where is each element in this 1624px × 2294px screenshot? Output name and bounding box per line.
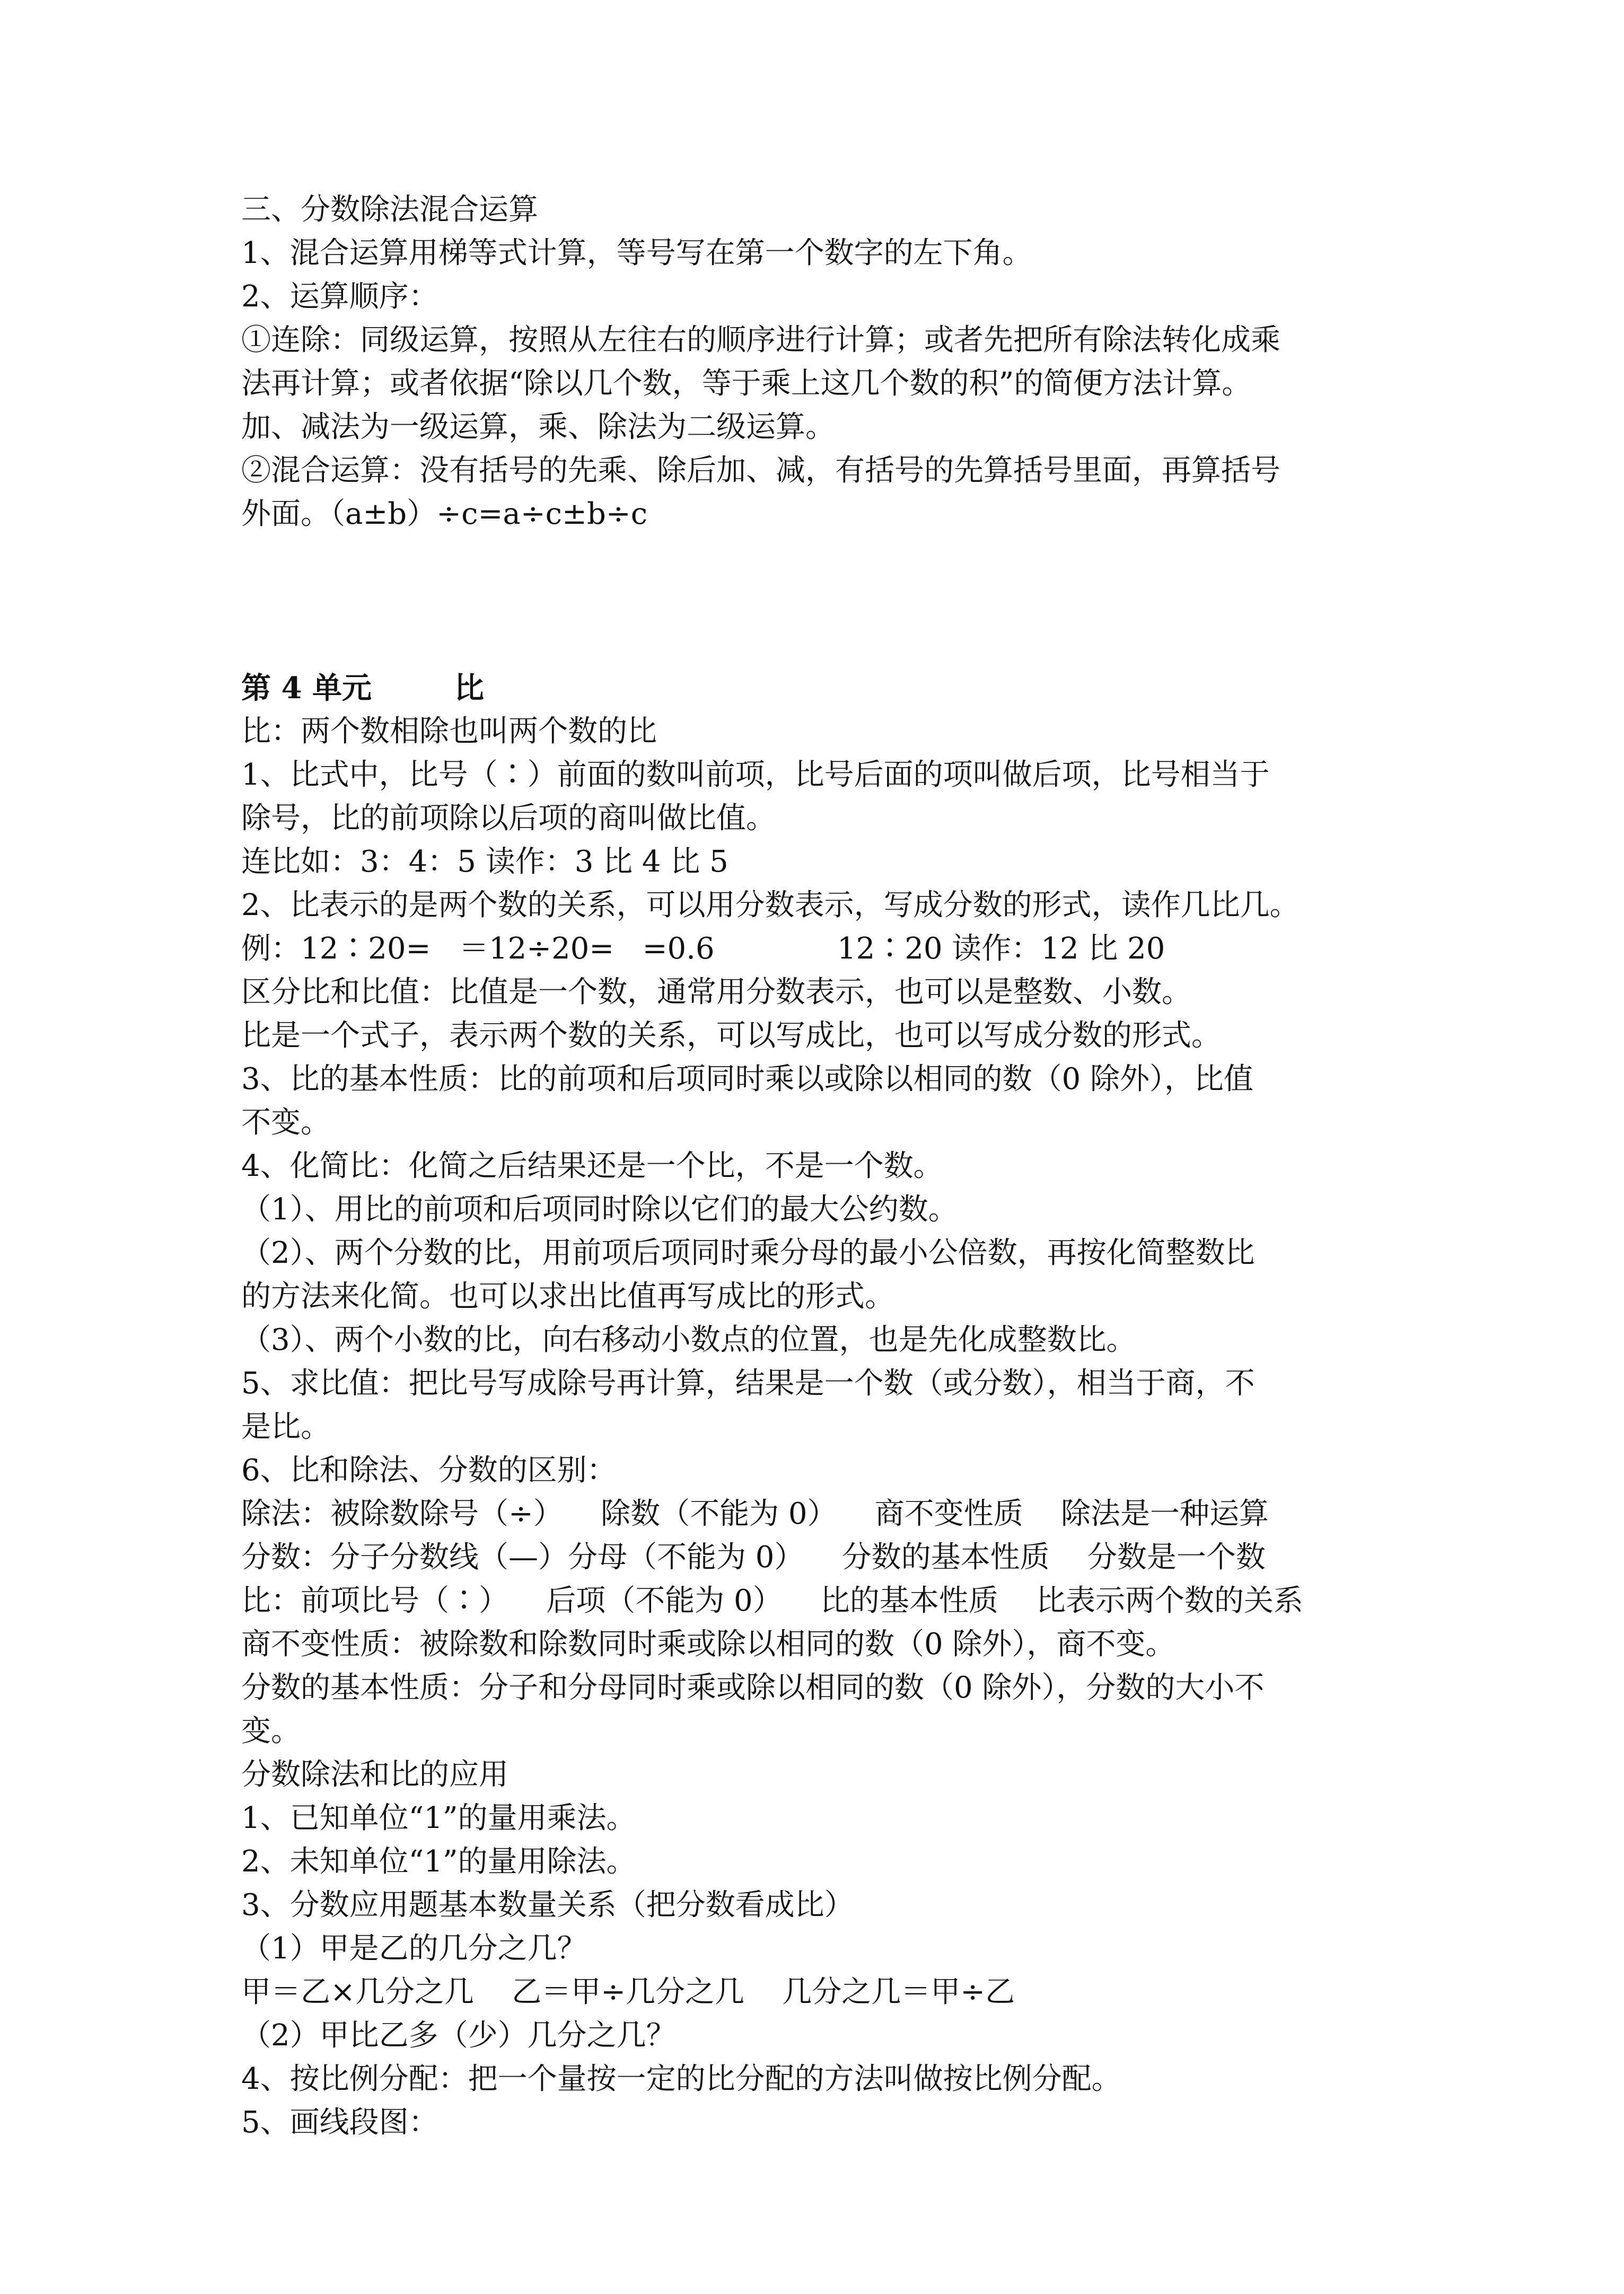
paragraph: 比：前项比号（∶） 后项（不能为 0） 比的基本性质 比表示两个数的关系 — [241, 1584, 1304, 1618]
paragraph: 2、比表示的是两个数的关系，可以用分数表示，写成分数的形式，读作几比几。 — [241, 888, 1300, 922]
paragraph: （2）甲比乙多（少）几分之几？ — [241, 2018, 676, 2053]
paragraph: 1、比式中，比号（∶）前面的数叫前项，比号后面的项叫做后项，比号相当于 — [241, 758, 1270, 792]
paragraph: 变。 — [241, 1714, 301, 1748]
paragraph: 1、已知单位“1”的量用乘法。 — [241, 1801, 636, 1835]
paragraph: （1）甲是乙的几分之几？ — [241, 1931, 587, 1966]
paragraph: 是比。 — [241, 1410, 330, 1444]
paragraph: 比：两个数相除也叫两个数的比 — [241, 714, 657, 749]
paragraph: 例：12∶20= ＝12÷20= =0.6 12∶20 读作：12 比 20 — [241, 931, 1165, 966]
paragraph: ②混合运算：没有括号的先乘、除后加、减，有括号的先算括号里面，再算括号 — [241, 453, 1280, 488]
paragraph: 商不变性质：被除数和除数同时乘或除以相同的数（0 除外），商不变。 — [241, 1627, 1175, 1662]
paragraph: 6、比和除法、分数的区别： — [241, 1453, 617, 1488]
document-body — [241, 188, 1416, 2144]
paragraph: 5、求比值：把比号写成除号再计算，结果是一个数（或分数），相当于商，不 — [241, 1366, 1255, 1401]
paragraph: 区分比和比值：比值是一个数，通常用分数表示，也可以是整数、小数。 — [241, 975, 1191, 1009]
paragraph: 法再计算；或者依据“除以几个数，等于乘上这几个数的积”的简便方法计算。 — [241, 366, 1252, 401]
section-title: 三、分数除法混合运算 — [241, 192, 538, 227]
paragraph: 的方法来化简。也可以求出比值再写成比的形式。 — [241, 1279, 894, 1314]
paragraph: 2、未知单位“1”的量用除法。 — [241, 1844, 636, 1879]
paragraph: 分数除法和比的应用 — [241, 1757, 508, 1792]
paragraph: 4、化简比：化简之后结果还是一个比，不是一个数。 — [241, 1149, 943, 1183]
paragraph: （2）、两个分数的比，用前项后项同时乘分母的最小公倍数，再按化简整数比 — [241, 1236, 1255, 1270]
paragraph: 3、比的基本性质：比的前项和后项同时乘以或除以相同的数（0 除外），比值 — [241, 1062, 1254, 1096]
paragraph: 1、混合运算用梯等式计算，等号写在第一个数字的左下角。 — [241, 236, 1032, 270]
paragraph: 连比如：3：4：5 读作：3 比 4 比 5 — [241, 845, 728, 879]
paragraph: （1）、用比的前项和后项同时除以它们的最大公约数。 — [241, 1192, 958, 1227]
paragraph: 甲＝乙×几分之几 乙＝甲÷几分之几 几分之几＝甲÷乙 — [241, 1975, 1015, 2009]
paragraph: ①连除：同级运算，按照从左往右的顺序进行计算；或者先把所有除法转化成乘 — [241, 323, 1280, 357]
paragraph: 除号，比的前项除以后项的商叫做比值。 — [241, 801, 776, 836]
paragraph: 分数：分子分数线（—）分母（不能为 0） 分数的基本性质 分数是一个数 — [241, 1540, 1266, 1575]
paragraph: 除法：被除数除号（÷） 除数（不能为 0） 商不变性质 除法是一种运算 — [241, 1497, 1269, 1531]
paragraph: 比是一个式子，表示两个数的关系，可以写成比，也可以写成分数的形式。 — [241, 1018, 1221, 1053]
paragraph: （3）、两个小数的比，向右移动小数点的位置，也是先化成整数比。 — [241, 1323, 1136, 1357]
paragraph: 2、运算顺序： — [241, 279, 438, 314]
paragraph: 3、分数应用题基本数量关系（把分数看成比） — [241, 1888, 854, 1922]
paragraph: 4、按比例分配：把一个量按一定的比分配的方法叫做按比例分配。 — [241, 2062, 1121, 2096]
paragraph: 外面。（a±b）÷c=a÷c±b÷c — [241, 497, 648, 531]
paragraph: 不变。 — [241, 1105, 330, 1140]
paragraph: 5、画线段图： — [241, 2105, 438, 2140]
paragraph: 分数的基本性质：分子和分母同时乘或除以相同的数（0 除外），分数的大小不 — [241, 1671, 1265, 1705]
paragraph: 加、减法为一级运算，乘、除法为二级运算。 — [241, 410, 835, 444]
unit-heading: 第 4 单元 比 — [241, 671, 484, 706]
section-spacer — [241, 536, 1416, 666]
